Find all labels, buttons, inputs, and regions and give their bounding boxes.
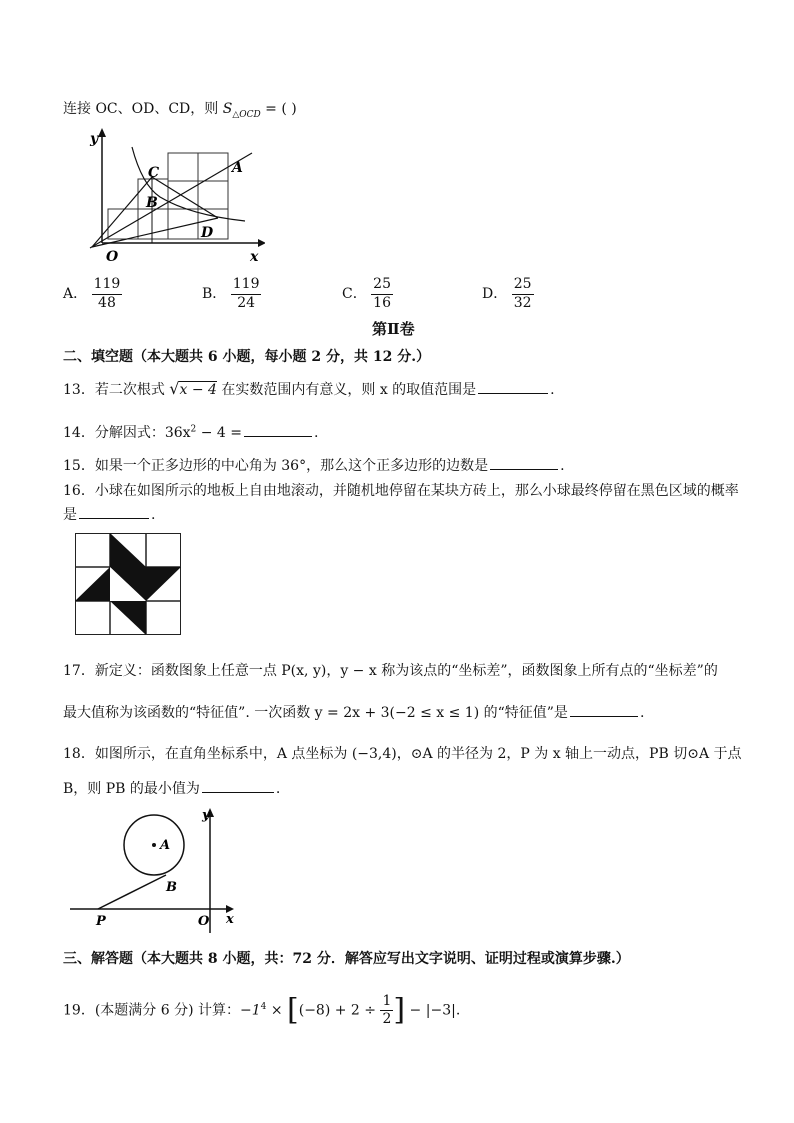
q18-b-label: B — [166, 880, 177, 895]
q18-p-label: P — [96, 914, 106, 929]
q18-tangent-figure — [70, 805, 270, 935]
right-bracket: ] — [393, 992, 406, 1028]
q16-line1: 16．小球在如图所示的地板上自由地滚动，并随机地停留在某块方砖上，那么小球最终停留在黑色区域的概率 — [63, 483, 739, 499]
q12-b-label: B — [146, 195, 158, 211]
q16-line2: 是 . — [63, 504, 155, 524]
q17-answer-blank[interactable] — [570, 702, 638, 717]
q12-option-b: B． $\frac{119}{24}$ — [202, 276, 260, 311]
q13: 13．若二次根式 √x − 4 在实数范围内有意义，则 x 的取值范围是 . — [63, 379, 555, 398]
q17-line2: 最大值称为该函数的“特征值”. 一次函数 y = 2x + 3(−2 ≤ x ≤ 1) 的“特征值”是 . — [63, 702, 644, 722]
q12-option-d: D． $\frac{25}{32}$ — [482, 276, 532, 311]
q18-a-label: A — [160, 838, 171, 853]
q12-y-label: y — [90, 131, 99, 147]
area-symbol: S — [222, 101, 233, 117]
q18-answer-blank[interactable] — [202, 778, 274, 793]
volume-title: 第Ⅱ卷 — [372, 320, 415, 338]
q12-option-a: A． $\frac{119}{48}$ — [63, 276, 121, 311]
section-title-solutions: 三、解答题（本大题共 8 小题，共：72 分．解答应写出文字说明、证明过程或演算步骤.） — [63, 951, 630, 967]
q12-a-label: A — [232, 160, 243, 176]
q12-x-label: x — [250, 249, 259, 265]
q19: 19．(本题满分 6 分) 计算：$-1^4 \times [(-8) + 2$ ÷ $\frac{1}{2}$ ] − |−3|. — [63, 992, 461, 1028]
q13-answer-blank[interactable] — [478, 379, 548, 394]
q15-answer-blank[interactable] — [490, 455, 558, 470]
q15: 15．如果一个正多边形的中心角为 36°，那么这个正多边形的边数是 . — [63, 455, 565, 475]
q17-line1: 17．新定义：函数图象上任意一点 P(x, y)，y − x 称为该点的“坐标差”，函数图象上所有点的“坐标差”的 — [63, 663, 718, 679]
left-bracket: [ — [287, 992, 299, 1028]
q18-line2: B，则 PB 的最小值为 . — [63, 778, 280, 798]
q14-answer-blank[interactable] — [244, 422, 312, 437]
section-title-fill-in: 二、填空题（本大题共 6 小题，每小题 2 分，共 12 分.） — [63, 349, 431, 365]
sqrt-symbol: √ — [169, 379, 180, 398]
q12-option-c: C． $\frac{25}{16}$ — [342, 276, 391, 311]
q18-o-label: O — [198, 914, 210, 929]
q16-answer-blank[interactable] — [79, 504, 149, 519]
q12-grid-figure — [80, 125, 265, 265]
q12-d-label: D — [201, 225, 214, 241]
q14: 14．分解因式：$36x^2 - 4$ = . — [63, 422, 318, 442]
q16-floor-tile-figure — [75, 533, 181, 635]
q18-x-label: x — [226, 912, 234, 927]
q18-line1: 18．如图所示，在直角坐标系中，A 点坐标为 (−3,4)，⊙A 的半径为 2，P 为 x 轴上一动点，PB 切⊙A 于点 — [63, 746, 742, 762]
q12-stem: 连接 OC、OD、CD，则 $S_{\triangle OCD}$ = ( ) — [63, 101, 297, 120]
q18-y-label: y — [202, 808, 210, 823]
q12-o-label: O — [106, 249, 119, 265]
q12-c-label: C — [148, 165, 160, 181]
